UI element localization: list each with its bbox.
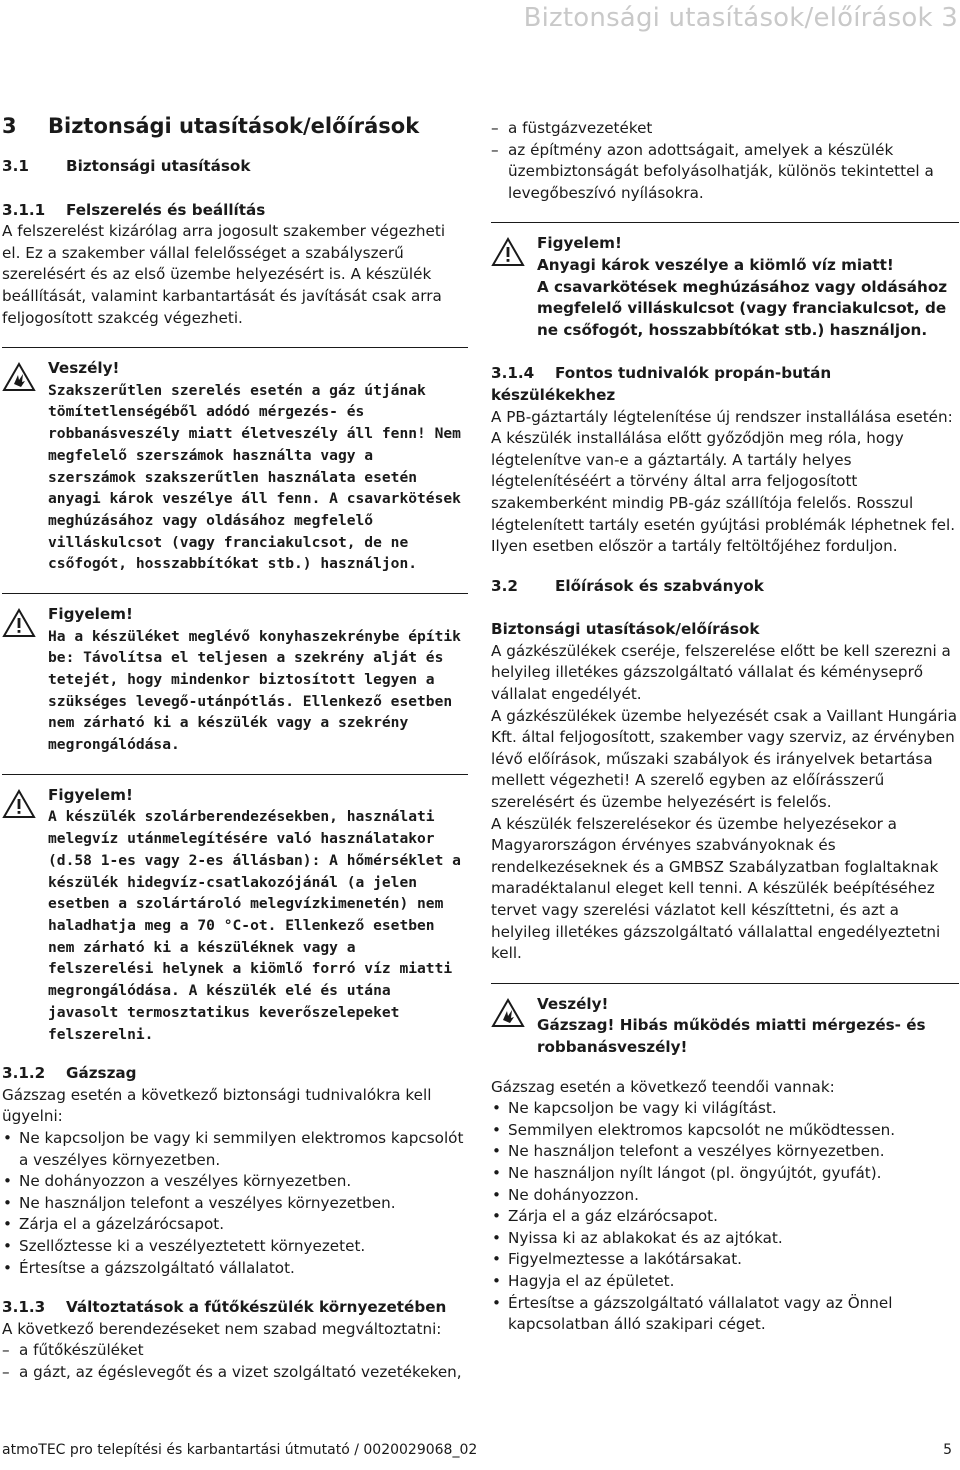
- list-item: • Értesítse a gázszolgáltató vállalatot vagy az Önnel kapcsolatban álló szakipari céget.: [491, 1293, 959, 1336]
- notice-title: Figyelem!: [537, 234, 622, 253]
- paragraph: A PB-gáztartály légtelenítése új rendszer installálása esetén: A készülék installálása előtt győződjön meg róla, hogy légtelenítve van-e a gáztartály. A tartály helyes légtelenítéséért a törvény által arra feljogosított szakemberként mindig PB-gáz szállítója felelős. Rosszul légtelenített tartály esetén gyújtási problémák léphetnek fel. Ilyen esetben először a tartály feltöltőjéhez forduljon.: [491, 407, 956, 556]
- list-item: • Semmilyen elektromos kapcsolót ne működtessen.: [491, 1120, 959, 1142]
- danger-notice-5: [491, 983, 959, 1059]
- paragraph: A gázkészülékek cseréje, felszerelése előtt be kell szerezni a helyileg illetékes gázszolgáltató vállalat és kéményseprő vállalat engedélyét.: [491, 641, 951, 704]
- chapter-heading: [2, 112, 468, 140]
- list-item: – a fűtőkészüléket: [2, 1340, 468, 1362]
- page-footer: atmoTEC pro telepítési és karbantartási útmutató / 0020029068_02: [2, 1442, 478, 1458]
- list-item: • Ne kapcsoljon be vagy ki semmilyen elektromos kapcsolót a veszélyes környezetben.: [2, 1128, 468, 1171]
- warning-triangle-icon: [2, 608, 36, 638]
- section-number: 3.1.1: [2, 200, 46, 219]
- modification-list: [2, 1340, 468, 1383]
- modification-list-continued: [491, 118, 959, 204]
- section-title: Előírások és szabványok: [555, 576, 764, 595]
- chapter-title: Biztonsági utasítások/előírások: [48, 114, 420, 138]
- list-item: – a gázt, az égéslevegőt és a vizet szolgáltató vezetékeken,: [2, 1362, 468, 1384]
- section-number: 3.1: [2, 157, 29, 175]
- section-title: Felszerelés és beállítás: [66, 200, 266, 219]
- danger-explosion-triangle-icon: [2, 362, 36, 392]
- section-3-1-1-heading: [2, 200, 468, 222]
- notice-body: Gázszag! Hibás működés miatti mérgezés- és robbanásveszély!: [537, 1016, 926, 1056]
- list-item: • Nyissa ki az ablakokat és az ajtókat.: [491, 1228, 959, 1250]
- section-title: Változtatások a fűtőkészülék környezetében: [66, 1298, 447, 1317]
- left-column: [2, 112, 468, 1384]
- list-item: • Értesítse a gázszolgáltató vállalatot.: [2, 1258, 468, 1280]
- paragraph: Gázszag esetén a következő biztonsági tudnivalókra kell ügyelni:: [2, 1085, 432, 1126]
- list-item: • Ne használjon telefont a veszélyes környezetben.: [2, 1193, 468, 1215]
- section-3-1-3-heading: [2, 1297, 468, 1319]
- list-item: • Zárja el a gáz elzárócsapot.: [491, 1206, 959, 1228]
- notice-headline: Anyagi károk veszélye a kiömlő víz miatt!: [537, 255, 894, 274]
- danger-explosion-triangle-icon: [491, 998, 525, 1028]
- list-item: • Ne használjon nyílt lángot (pl. öngyújtót, gyufát).: [491, 1163, 959, 1185]
- list-item: – az építmény azon adottságait, amelyek a készülék üzembiztonságát befolyásolhatják, különös tekintettel a levegőbeszívó nyílásokra.: [491, 140, 959, 205]
- section-title: Biztonsági utasítások: [66, 157, 251, 175]
- section-title: Gázszag: [66, 1064, 137, 1083]
- notice-title: Veszély!: [48, 359, 120, 378]
- list-item: • Ne dohányozzon a veszélyes környezetben.: [2, 1171, 468, 1193]
- page-number: 5: [943, 1442, 952, 1458]
- list-item: • Hagyja el az épületet.: [491, 1271, 959, 1293]
- paragraph: A készülék felszerelésekor és üzembe helyezésekor a Magyarországon érvényes szabványoknak és rendelkezéseknek és a GMBSZ Szabályzatban foglaltaknak maradéktalanul eleget kell tenni. A készülék beépítéséhez tervet vagy szerelési vázlatot kell készíttetni, és azt a helyileg illetékes gázszolgáltató vállalattal engedélyeztetni kell.: [491, 814, 941, 963]
- notice-title: Figyelem!: [48, 785, 133, 804]
- paragraph: Gázszag esetén a következő teendői vannak:: [491, 1077, 835, 1096]
- subheading: Biztonsági utasítások/előírások: [491, 620, 760, 639]
- gas-smell-list: [2, 1128, 468, 1279]
- list-item: • Figyelmeztesse a lakótársakat.: [491, 1249, 959, 1271]
- danger-notice-1: [2, 347, 468, 575]
- notice-title: Figyelem!: [48, 605, 133, 624]
- list-item: – a füstgázvezetéket: [491, 118, 959, 140]
- caution-notice-2: [2, 593, 468, 756]
- notice-body: A készülék szolárberendezésekben, használati melegvíz utánmelegítésére való használatakor (d.58 1-es vagy 2-es állásban): A hőmérséklet a készülék hidegvíz-csatlakozójánál (a jelen esetben a szolártároló melegvízkimenetén) nem haladhatja meg a 70 °C-ot. Ellenkező esetben nem zárható ki a készüléknek vagy a felszerelési helynek a kiömlő forró víz miatti megrongálódása. A készülék elé és utána javasolt termosztatikus keverőszelepeket felszerelni.: [48, 808, 461, 1043]
- caution-notice-3: [2, 774, 468, 1045]
- section-title: Fontos tudnivalók propán-bután készülékekhez: [491, 364, 832, 404]
- notice-body: Szakszerűtlen szerelés esetén a gáz útjának tömítetlenségéből adódó mérgezés- és robbanásveszély miatt életveszély áll fenn! Nem megfelelő szerszámok használta vagy a szerszámok szakszerűtlen használata esetén anyagi károk veszélye áll fenn. A csavarkötések meghúzásához vagy oldásához megfelelő villáskulcsot (vagy franciakulcsot, de ne csőfogót, hosszabbítókat stb.) használjon.: [48, 381, 461, 573]
- caution-notice-4: [491, 222, 959, 341]
- notice-body: A csavarkötések meghúzásához vagy oldásához megfelelő villáskulcsot (vagy franciakulcsot, de ne csőfogót, hosszabbítókat stb.) használjon.: [537, 277, 948, 339]
- paragraph: A következő berendezéseket nem szabad megváltoztatni:: [2, 1319, 442, 1338]
- list-item: • Ne dohányozzon.: [491, 1185, 959, 1207]
- section-3-1-heading: [2, 156, 468, 178]
- section-3-1-4-heading: [491, 363, 959, 406]
- section-3-1-2-heading: [2, 1063, 468, 1085]
- notice-title: Veszély!: [537, 994, 609, 1013]
- section-number: 3.2: [491, 576, 518, 595]
- list-item: • Zárja el a gázelzárócsapot.: [2, 1214, 468, 1236]
- section-number: 3.1.2: [2, 1064, 46, 1083]
- list-item: • Ne kapcsoljon be vagy ki világítást.: [491, 1098, 959, 1120]
- warning-triangle-icon: [491, 237, 525, 267]
- right-column: [491, 118, 959, 1336]
- section-3-2-heading: [491, 576, 959, 598]
- notice-body: Ha a készüléket meglévő konyhaszekrénybe építik be: Távolítsa el teljesen a szekrény alját és tetejét, hogy mindenkor biztosított legyen a szükséges levegő-utánpótlás. Ellenkező esetben nem zárható ki a készülék vagy a szekrény megrongálódása.: [48, 627, 461, 754]
- list-item: • Szellőztesse ki a veszélyeztetett környezetet.: [2, 1236, 468, 1258]
- warning-triangle-icon: [2, 789, 36, 819]
- list-item: • Ne használjon telefont a veszélyes környezetben.: [491, 1141, 959, 1163]
- gas-smell-actions-list: [491, 1098, 959, 1336]
- running-header: Biztonsági utasítások/előírások 3: [523, 3, 958, 33]
- chapter-number: 3: [2, 114, 17, 138]
- paragraph: A gázkészülékek üzembe helyezését csak a Vaillant Hungária Kft. által feljogosított, szakember vagy szerviz, az érvényben lévő előírások, műszaki szabályok és irányelvek betartása mellett végezheti! A szerelő egyben az előírásszerű szerelésért és üzembe helyezésért is felelős.: [491, 706, 958, 812]
- paragraph: A felszerelést kizárólag arra jogosult szakember végezheti el. Ez a szakember vállal felelősséget a szabályszerű szerelésért és az első üzembe helyezésért is. A készülék beállítását, valamint karbantartását és javítását csak arra feljogosított szakcég végezheti.: [2, 222, 446, 327]
- section-number: 3.1.4: [491, 364, 535, 383]
- section-number: 3.1.3: [2, 1298, 46, 1317]
